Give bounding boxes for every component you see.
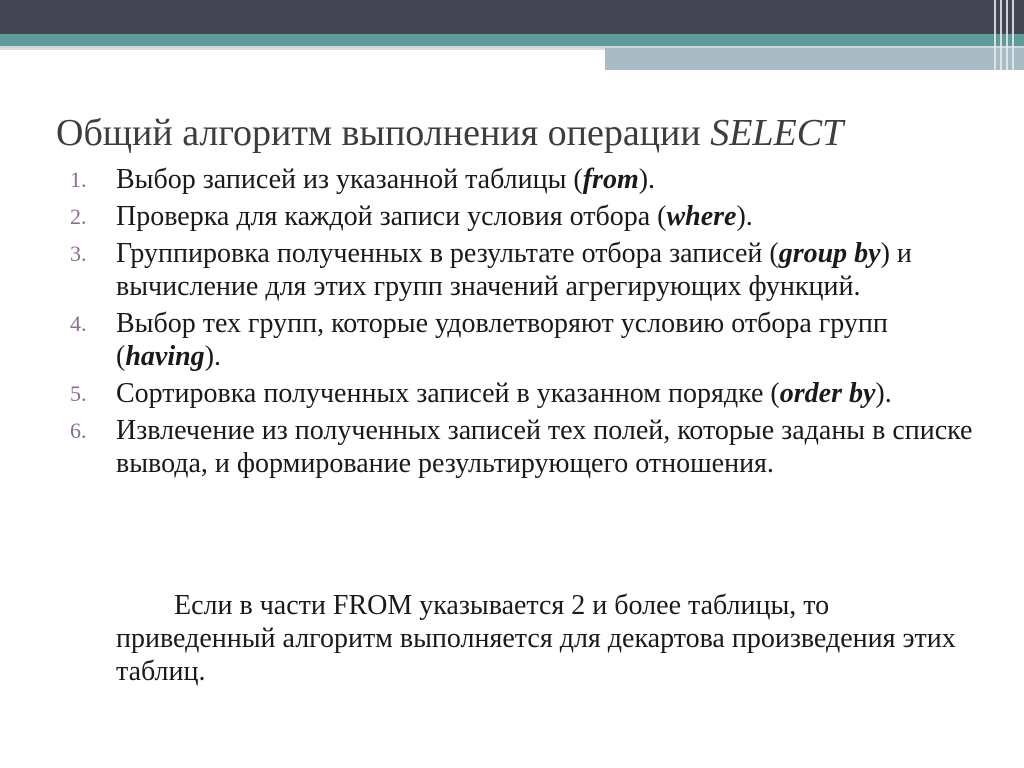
- step-keyword: from: [582, 164, 639, 195]
- step-keyword: group by: [778, 238, 881, 269]
- step-number: 5.: [70, 381, 87, 406]
- header-stripes-decoration: [990, 0, 1024, 70]
- list-item: [70, 377, 990, 410]
- header-grey-line: [0, 48, 605, 50]
- slide-title-keyword: SELECT: [710, 112, 844, 155]
- step-text-after: ).: [638, 164, 656, 195]
- step-number: 4.: [70, 311, 87, 336]
- step-text-before: Сортировка полученных записей в указанном порядке (: [116, 378, 780, 409]
- list-item: [70, 200, 990, 233]
- step-text: [116, 414, 990, 480]
- header-teal-band: [0, 34, 1024, 46]
- list-item: [70, 163, 990, 196]
- step-text-before: Выбор записей из указанной таблицы (: [116, 164, 583, 195]
- header-dark-band: [0, 0, 1024, 34]
- step-text-before: Извлечение из полученных записей тех полей, которые заданы в списке вывода, и формирование результирующего отношения.: [116, 415, 973, 479]
- step-text-before: Группировка полученных в результате отбора записей (: [116, 238, 779, 269]
- step-text: [116, 200, 990, 233]
- step-number: 1.: [70, 167, 87, 192]
- note-paragraph: Если в части FROM указывается 2 и более таблицы, то приведенный алгоритм выполняется для декартова произведения этих таблиц.: [116, 590, 956, 687]
- header-grey-band: [605, 48, 1024, 70]
- list-item: [70, 414, 990, 480]
- step-number: 6.: [70, 418, 87, 443]
- step-text-after: ).: [204, 341, 222, 372]
- step-text: [116, 237, 990, 303]
- list-item: [70, 307, 990, 373]
- step-text: [116, 377, 990, 410]
- step-text-after: ).: [736, 201, 753, 232]
- step-text: [116, 163, 990, 196]
- step-text-after: ).: [875, 378, 892, 409]
- step-keyword: having: [125, 341, 205, 372]
- step-keyword: order by: [779, 378, 876, 409]
- step-number: 2.: [70, 204, 87, 229]
- step-number: 3.: [70, 241, 87, 266]
- slide-title-text: Общий алгоритм выполнения операции: [56, 112, 711, 155]
- slide-title: [56, 111, 843, 155]
- step-text: [116, 307, 990, 373]
- step-keyword: where: [666, 201, 737, 232]
- step-text-after: ) и вычисление для этих групп значений агрегирующих функций.: [116, 238, 912, 302]
- step-text-before: Выбор тех групп, которые удовлетворяют условию отбора групп (: [116, 308, 888, 372]
- step-text-before: Проверка для каждой записи условия отбора (: [116, 201, 667, 232]
- steps-list: [70, 163, 990, 484]
- list-item: [70, 237, 990, 303]
